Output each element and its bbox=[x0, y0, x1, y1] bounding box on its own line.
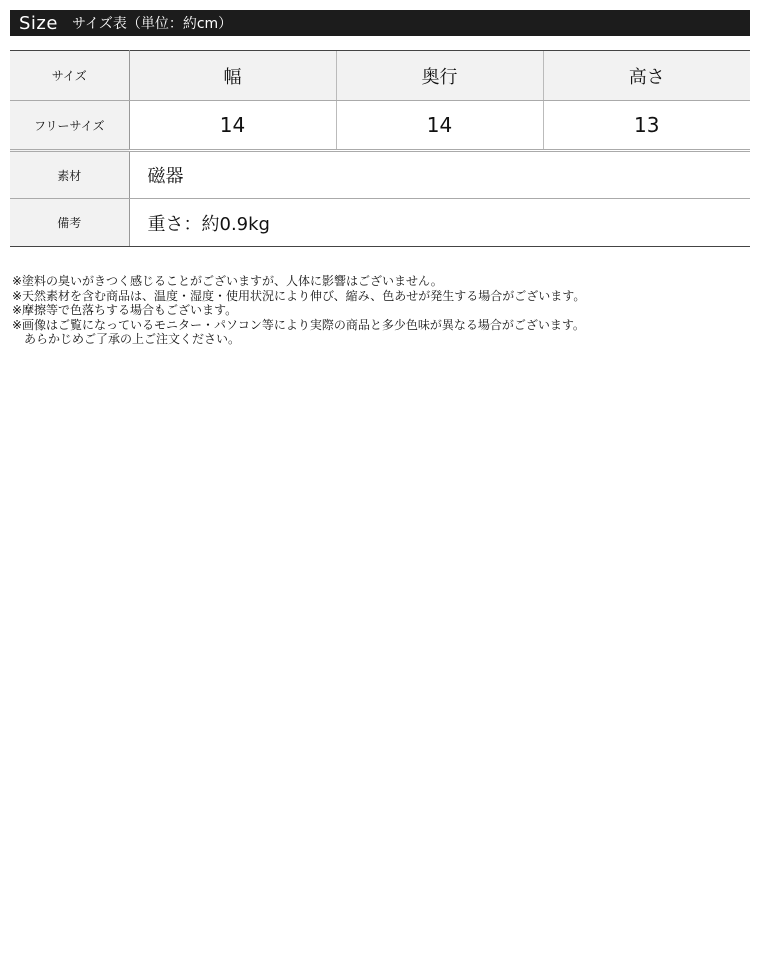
size-subtitle: サイズ表（単位：約cm） bbox=[71, 16, 233, 32]
material-row bbox=[10, 151, 750, 199]
note-acknowledgement: あらかじめご了承の上ご注文ください。 bbox=[24, 332, 241, 346]
column-header-height: 高さ bbox=[543, 51, 750, 101]
material-value: 磁器 bbox=[129, 151, 750, 199]
note-odor: ※塗料の臭いがきつく感じることがございますが、人体に影響はございません。 bbox=[12, 274, 443, 288]
remarks-label: 備考 bbox=[10, 199, 129, 247]
remarks-value: 重さ：約0.9kg bbox=[129, 199, 750, 247]
size-header-bar bbox=[10, 10, 750, 36]
remarks-row bbox=[10, 199, 750, 247]
size-title: Size bbox=[19, 12, 58, 34]
depth-value: 14 bbox=[336, 101, 543, 151]
size-row-label: フリーサイズ bbox=[10, 101, 129, 151]
height-value: 13 bbox=[543, 101, 750, 151]
column-header-depth: 奥行 bbox=[336, 51, 543, 101]
note-natural-material: ※天然素材を含む商品は、温度・湿度・使用状況により伸び、縮み、色あせが発生する場合がございます。 bbox=[12, 288, 586, 303]
row-header-label: サイズ bbox=[10, 51, 129, 101]
width-value: 14 bbox=[129, 101, 336, 151]
table-row bbox=[10, 101, 750, 151]
column-header-width: 幅 bbox=[129, 51, 336, 101]
notes-block bbox=[12, 274, 748, 347]
size-table bbox=[10, 50, 750, 247]
size-table-header-row bbox=[10, 51, 750, 101]
note-monitor-color: ※画像はご覧になっているモニター・パソコン等により実際の商品と多少色味が異なる場合がございます。 bbox=[12, 317, 585, 332]
note-color-fading: ※摩擦等で色落ちする場合もございます。 bbox=[12, 303, 238, 317]
material-label: 素材 bbox=[10, 151, 129, 199]
